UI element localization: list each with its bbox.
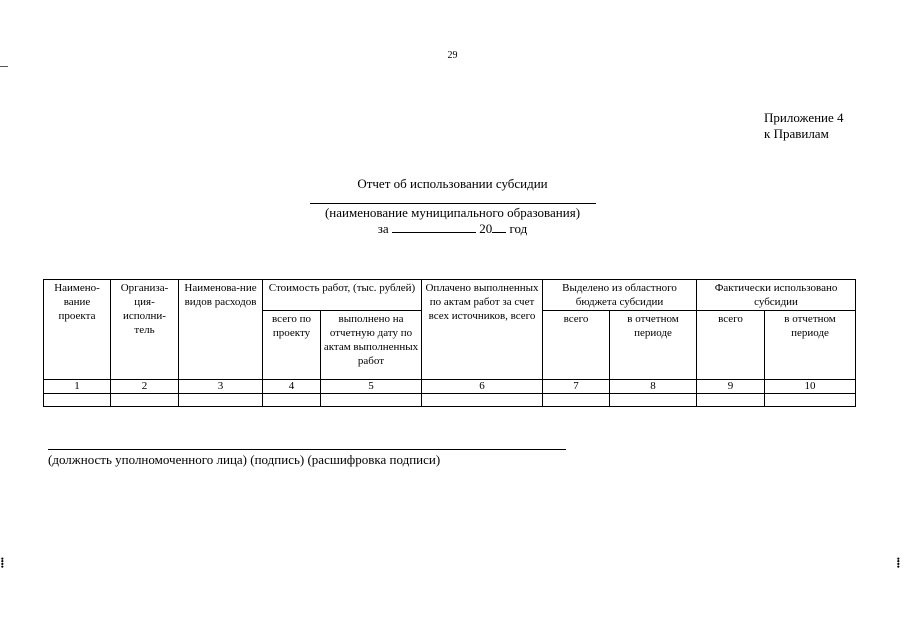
header-cost-group: Стоимость работ, (тыс. рублей) [263, 280, 422, 311]
subsidy-report-table [43, 279, 856, 407]
empty-data-row [44, 394, 856, 407]
period-blank [392, 221, 476, 233]
column-number: 10 [765, 380, 856, 394]
period-year: 20 [479, 221, 493, 236]
report-title: Отчет об использовании субсидии [357, 176, 548, 191]
year-blank [492, 221, 506, 233]
empty-cell [263, 394, 321, 407]
column-number: 4 [263, 380, 321, 394]
column-number: 7 [543, 380, 610, 394]
column-number: 8 [610, 380, 697, 394]
header-organization: Организа-ция-исполни-тель [111, 280, 179, 380]
empty-cell [765, 394, 856, 407]
period-prefix: за [377, 221, 389, 236]
header-row-1 [44, 280, 856, 311]
column-number-row [44, 380, 856, 394]
header-allocated-group: Выделено из областного бюджета субсидии [543, 280, 697, 311]
column-number: 6 [422, 380, 543, 394]
header-cost-done: выполнено на отчетную дату по актам выполненных работ [321, 311, 422, 380]
empty-cell [543, 394, 610, 407]
left-margin-mark: ⁞ [0, 556, 5, 571]
header-used-period: в отчетном периоде [765, 311, 856, 380]
column-number: 5 [321, 380, 422, 394]
page-number: 29 [447, 50, 458, 61]
header-allocated-total: всего [543, 311, 610, 380]
right-margin-mark: ⁞ [896, 556, 901, 571]
column-number: 3 [179, 380, 263, 394]
header-project-name: Наимено-вание проекта [44, 280, 111, 380]
municipality-blank-line [310, 203, 596, 204]
municipality-caption: (наименование муниципального образования) [324, 205, 581, 220]
signature-caption: (должность уполномоченного лица) (подпись) (расшифровка подписи) [48, 452, 441, 467]
empty-cell [697, 394, 765, 407]
column-number: 9 [697, 380, 765, 394]
appendix-line-2: к Правилам [764, 126, 829, 141]
period-suffix: год [509, 221, 528, 236]
margin-tick-mark [0, 66, 8, 67]
empty-cell [610, 394, 697, 407]
report-period [0, 221, 905, 237]
empty-cell [422, 394, 543, 407]
header-paid: Оплачено выполненных по актам работ за счет всех источников, всего [422, 280, 543, 380]
header-used-group: Фактически использовано субсидии [697, 280, 856, 311]
empty-cell [321, 394, 422, 407]
appendix-reference [764, 110, 844, 142]
empty-cell [44, 394, 111, 407]
header-expense-types: Наименова-ние видов расходов [179, 280, 263, 380]
signature-line [48, 449, 566, 450]
column-number: 1 [44, 380, 111, 394]
report-title-block [0, 176, 905, 237]
header-allocated-period: в отчетном периоде [610, 311, 697, 380]
header-used-total: всего [697, 311, 765, 380]
header-cost-total: всего по проекту [263, 311, 321, 380]
empty-cell [179, 394, 263, 407]
column-number: 2 [111, 380, 179, 394]
empty-cell [111, 394, 179, 407]
appendix-line-1: Приложение 4 [764, 110, 844, 125]
